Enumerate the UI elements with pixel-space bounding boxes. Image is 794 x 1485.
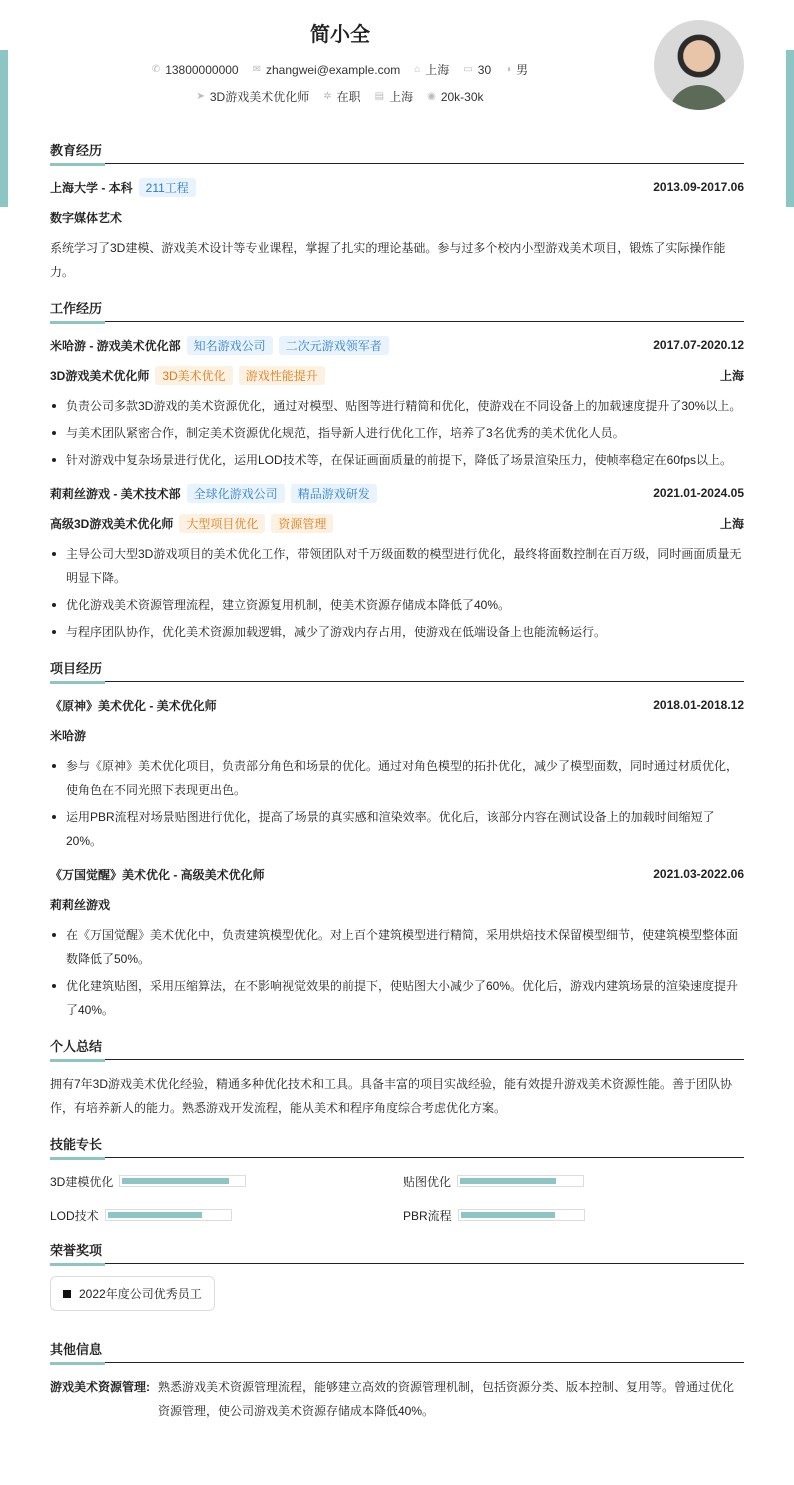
role: 高级3D游戏美术优化师 <box>50 516 174 531</box>
company-tag: 二次元游戏领军者 <box>279 336 389 355</box>
phone-icon: ✆ <box>151 64 161 75</box>
section-title: 荣誉奖项 <box>50 1240 744 1264</box>
bullet-item: 优化建筑贴图，采用压缩算法，在不影响视觉效果的前提下，使贴图大小减少了60%。优化后，游戏内建筑场景的渲染速度提升了40%。 <box>50 974 744 1022</box>
work-city: 上海 <box>389 90 414 104</box>
role-tag: 游戏性能提升 <box>239 366 325 385</box>
skill-item <box>50 1170 403 1192</box>
skill-bar-fill <box>460 1178 556 1184</box>
status: 在职 <box>336 90 361 104</box>
city: 上海 <box>425 63 450 77</box>
bullet-item: 在《万国觉醒》美术优化中，负责建筑模型优化。对上百个建筑模型进行精简，采用烘焙技术保留模型细节，使建筑模型整体面数降低了50%。 <box>50 923 744 971</box>
date: 2017.07-2020.12 <box>653 338 744 352</box>
bullet-item: 与美术团队紧密合作，制定美术资源优化规范，指导新人进行优化工作，培养了3名优秀的美术优化人员。 <box>50 421 744 445</box>
education-section <box>50 140 744 284</box>
summary-section <box>50 1036 744 1120</box>
skill-bar <box>457 1175 584 1187</box>
skill-name: PBR流程 <box>403 1208 452 1223</box>
skill-item <box>403 1170 743 1192</box>
section-title: 教育经历 <box>50 140 744 164</box>
other-section <box>50 1339 744 1423</box>
bullet-item: 针对游戏中复杂场景进行优化，运用LOD技术等，在保证画面质量的前提下，降低了场景渲染压力，使帧率稳定在60fps以上。 <box>50 448 744 472</box>
date: 2021.03-2022.06 <box>653 867 744 881</box>
date: 2013.09-2017.06 <box>653 180 744 194</box>
position: 3D游戏美术优化师 <box>209 90 310 104</box>
role-tag: 3D美术优化 <box>155 366 232 385</box>
role: 3D游戏美术优化师 <box>50 368 150 383</box>
project-item <box>50 694 744 853</box>
skill-bar <box>119 1175 246 1187</box>
building-icon: ▤ <box>374 91 385 102</box>
section-title: 其他信息 <box>50 1339 744 1363</box>
salary-icon: ◉ <box>427 91 436 102</box>
gender-icon: ◑ <box>505 64 512 75</box>
salary: 20k-30k <box>440 89 484 104</box>
company-tag: 全球化游戏公司 <box>187 484 285 503</box>
age-icon: ▭ <box>463 64 473 75</box>
city: 上海 <box>719 368 744 383</box>
contact-row <box>0 61 680 78</box>
company-tag: 知名游戏公司 <box>187 336 273 355</box>
section-title: 个人总结 <box>50 1036 744 1060</box>
company-tag: 精品游戏研发 <box>291 484 377 503</box>
project-name: 《原神》美术优化 - 美术优化师 <box>50 698 217 713</box>
section-title: 工作经历 <box>50 298 744 322</box>
awards-section <box>50 1240 744 1325</box>
email: zhangwei@example.com <box>266 62 401 77</box>
skill-bar-fill <box>108 1212 202 1218</box>
date: 2018.01-2018.12 <box>653 698 744 712</box>
skills-section <box>50 1134 744 1226</box>
bullet-item: 优化游戏美术资源管理流程，建立资源复用机制，使美术资源存储成本降低了40%。 <box>50 593 744 617</box>
company: 米哈游 - 游戏美术优化部 <box>50 338 181 353</box>
mail-icon: ✉ <box>252 64 261 75</box>
skill-bar <box>105 1209 232 1221</box>
date: 2021.01-2024.05 <box>653 486 744 500</box>
age: 30 <box>477 62 492 77</box>
school: 上海大学 - 本科 <box>50 180 133 195</box>
gender: 男 <box>516 63 529 77</box>
major: 数字媒体艺术 <box>50 210 123 225</box>
send-icon: ➤ <box>196 91 205 102</box>
bullet-item: 与程序团队协作，优化美术资源加载逻辑，减少了游戏内存占用，使游戏在低端设备上也能流畅运行。 <box>50 620 744 644</box>
skill-name: LOD技术 <box>50 1208 99 1223</box>
education-desc: 系统学习了3D建模、游戏美术设计等专业课程，掌握了扎实的理论基础。参与过多个校内小型游戏美术项目，锻炼了实际操作能力。 <box>50 241 726 279</box>
tag: 211工程 <box>139 178 196 197</box>
section-title: 项目经历 <box>50 658 744 682</box>
avatar <box>654 20 744 110</box>
square-bullet-icon <box>63 1290 71 1298</box>
project-name: 《万国觉醒》美术优化 - 高级美术优化师 <box>50 867 265 882</box>
summary-text: 拥有7年3D游戏美术优化经验，精通多种优化技术和工具。具备丰富的项目实战经验，能有效提升游戏美术资源性能。善于团队协作，有培养新人的能力。熟悉游戏开发流程，能从美术和程序角度综合考虑优化方案。 <box>50 1077 733 1115</box>
company: 莉莉丝游戏 - 美术技术部 <box>50 486 181 501</box>
role-tag: 大型项目优化 <box>179 514 265 533</box>
skill-name: 3D建模优化 <box>50 1174 114 1189</box>
city: 上海 <box>719 516 744 531</box>
skill-item <box>50 1204 403 1226</box>
work-section <box>50 298 744 644</box>
home-icon: ⌂ <box>414 64 421 75</box>
skill-bar <box>458 1209 585 1221</box>
other-label: 游戏美术资源管理: <box>50 1380 150 1394</box>
status-icon: ✲ <box>323 91 332 102</box>
bullet-item: 参与《原神》美术优化项目，负责部分角色和场景的优化。通过对角色模型的拓扑优化，减少了模型面数，同时通过材质优化，使角色在不同光照下表现更出色。 <box>50 754 744 802</box>
company: 莉莉丝游戏 <box>50 897 111 912</box>
work-item <box>50 334 744 472</box>
projects-section <box>50 658 744 1022</box>
award-label: 2022年度公司优秀员工 <box>79 1287 202 1301</box>
skill-bar-fill <box>461 1212 555 1218</box>
skill-item <box>403 1204 743 1226</box>
phone: 13800000000 <box>165 62 239 77</box>
bullet-item: 负责公司多款3D游戏的美术资源优化，通过对模型、贴图等进行精简和优化，使游戏在不同设备上的加载速度提升了30%以上。 <box>50 394 744 418</box>
project-item <box>50 863 744 1022</box>
right-accent-bar <box>786 50 794 207</box>
work-item <box>50 482 744 644</box>
bullet-item: 主导公司大型3D游戏项目的美术优化工作，带领团队对千万级面数的模型进行优化，最终将面数控制在百万级，同时画面质量无明显下降。 <box>50 542 744 590</box>
award-item <box>50 1276 215 1311</box>
skill-bar-fill <box>122 1178 228 1184</box>
job-row <box>0 88 680 105</box>
skill-name: 贴图优化 <box>403 1174 452 1189</box>
other-text: 熟悉游戏美术资源管理流程，能够建立高效的资源管理机制，包括资源分类、版本控制、复用等。曾通过优化资源管理，使公司游戏美术资源存储成本降低40%。 <box>158 1380 735 1418</box>
company: 米哈游 <box>50 728 87 743</box>
role-tag: 资源管理 <box>271 514 333 533</box>
section-title: 技能专长 <box>50 1134 744 1158</box>
candidate-name: 简小全 <box>310 24 370 46</box>
bullet-item: 运用PBR流程对场景贴图进行优化，提高了场景的真实感和渲染效率。优化后，该部分内容在测试设备上的加载时间缩短了20%。 <box>50 805 744 853</box>
